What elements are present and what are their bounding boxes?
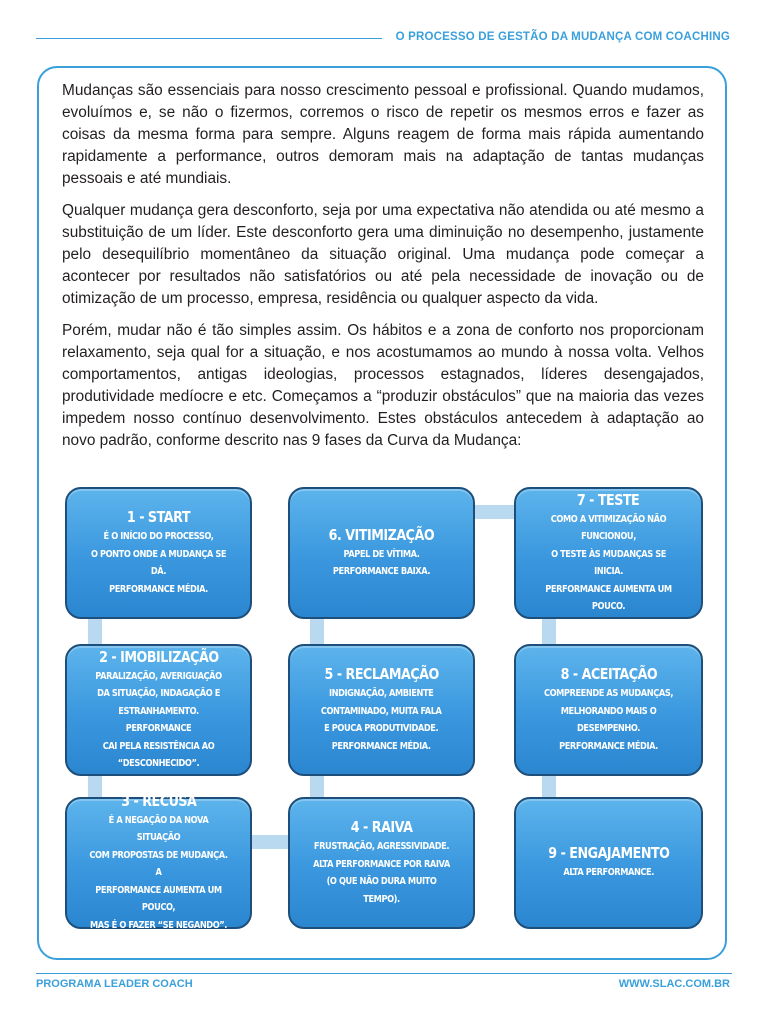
phase-description: FRUSTRAÇÃO, AGRESSIVIDADE. ALTA PERFORMANCE POR RAIVA (O QUE NÃO DURA MUITO TEMPO). — [313, 841, 450, 905]
phase-description: ALTA PERFORMANCE. — [563, 867, 654, 879]
footer-website-link[interactable]: WWW.SLAC.COM.BR — [618, 978, 730, 990]
paragraph: Qualquer mudança gera desconforto, seja por uma expectativa não atendida ou até mesmo a substituição de um líder. Este desconforto gera uma diminuição no desempenho, justamente pelo desequilíbrio momentâneo da situação original. Uma mudança pode começar a acontecer por resultados não satisfatórios ou até pela necessidade de inovação ou de otimização de um processo, empresa, residência ou qualquer aspecto da vida. — [62, 202, 704, 307]
phase-title: 2 - IMOBILIZAÇÃO — [98, 647, 219, 666]
phase-title: 9 - ENGAJAMENTO — [547, 844, 670, 863]
phase-description: É O INÍCIO DO PROCESSO, O PONTO ONDE A MUDANÇA SE DÁ. PERFORMANCE MÉDIA. — [90, 531, 227, 595]
phase-5-reclamacao — [288, 644, 475, 776]
footer-program-name: PROGRAMA LEADER COACH — [36, 978, 193, 990]
phase-title: 1 - START — [126, 508, 191, 526]
paragraph: Porém, mudar não é tão simples assim. Os hábitos e a zona de conforto nos proporcionam relaxamento, seja qual for a situação, e nos acostumamos ao mundo à nossa volta. Velhos comportamentos, antigas ideologias, processos estagnados, líderes desengajados, produtividade medíocre e etc. Começamos a “produzir obstáculos” que na maioria das vezes impedem nosso contínuo desenvolvimento. Estes obstáculos antecedem à adaptação ao novo padrão, conforme descrito nas 9 fases da Curva da Mudança: — [62, 322, 704, 449]
phase-description: COMPREENDE AS MUDANÇAS, MELHORANDO MAIS O DESEMPENHO. PERFORMANCE MÉDIA. — [543, 688, 674, 752]
phase-title: 8 - ACEITAÇÃO — [560, 665, 657, 683]
phase-title: 5 - RECLAMAÇÃO — [324, 665, 439, 683]
phase-title: 6. VITIMIZAÇÃO — [328, 525, 435, 544]
paragraph: Mudanças são essenciais para nosso crescimento pessoal e profissional. Quando mudamos, evoluímos e, se não o fizermos, corremos o risco de repetir os mesmos erros e fazer as coisas da mesma forma para sempre. Alguns reagem de forma mais rápida aumentando rapidamente a performance, outros demoram mais na adaptação de tantas mudanças pessoais e até mundiais. — [62, 82, 704, 187]
phase-3-recusa — [65, 791, 252, 931]
connector-6-7 — [470, 505, 520, 519]
phase-description: PARALIZAÇÃO, AVERIGUAÇÃO DA SITUAÇÃO, INDAGAÇÃO E ESTRANHAMENTO. PERFORMANCE CAI PELA RESISTÊNCIA AO “DESCONHECIDO”. — [95, 670, 222, 769]
body-text — [62, 80, 704, 462]
phase-1-start — [65, 487, 252, 619]
phase-7-teste — [514, 487, 703, 619]
footer-rule — [36, 973, 732, 974]
phase-description: PAPEL DE VÍTIMA. PERFORMANCE BAIXA. — [332, 548, 431, 577]
phase-description: INDIGNAÇÃO, AMBIENTE CONTAMINADO, MUITA FALA E POUCA PRODUTIVIDADE. PERFORMANCE MÉDIA. — [321, 688, 442, 752]
header-rule — [36, 38, 382, 39]
header-title: O PROCESSO DE GESTÃO DA MUDANÇA COM COACHING — [395, 31, 730, 43]
connector-3-4 — [248, 835, 293, 849]
phase-8-aceitacao — [514, 644, 703, 776]
phase-9-engajamento — [514, 797, 703, 929]
phase-title: 3 - RECUSA — [120, 791, 197, 810]
phase-2-imobilizacao — [65, 644, 252, 776]
phase-title: 7 - TESTE — [577, 490, 640, 509]
phase-6-vitimizacao — [288, 487, 475, 619]
phase-description: COMO A VITIMIZAÇÃO NÃO FUNCIONOU, O TESTE ÀS MUDANÇAS SE INICIA. PERFORMANCE AUMENTA UM POUCO. — [545, 513, 672, 612]
phase-description: É A NEGAÇÃO DA NOVA SITUAÇÃO COM PROPOSTAS DE MUDANÇA. A PERFORMANCE AUMENTA UM POUCO, MAS É O FAZER “SE NEGANDO”. — [89, 814, 228, 931]
phase-4-raiva — [288, 797, 475, 929]
phase-title: 4 - RAIVA — [350, 818, 413, 836]
